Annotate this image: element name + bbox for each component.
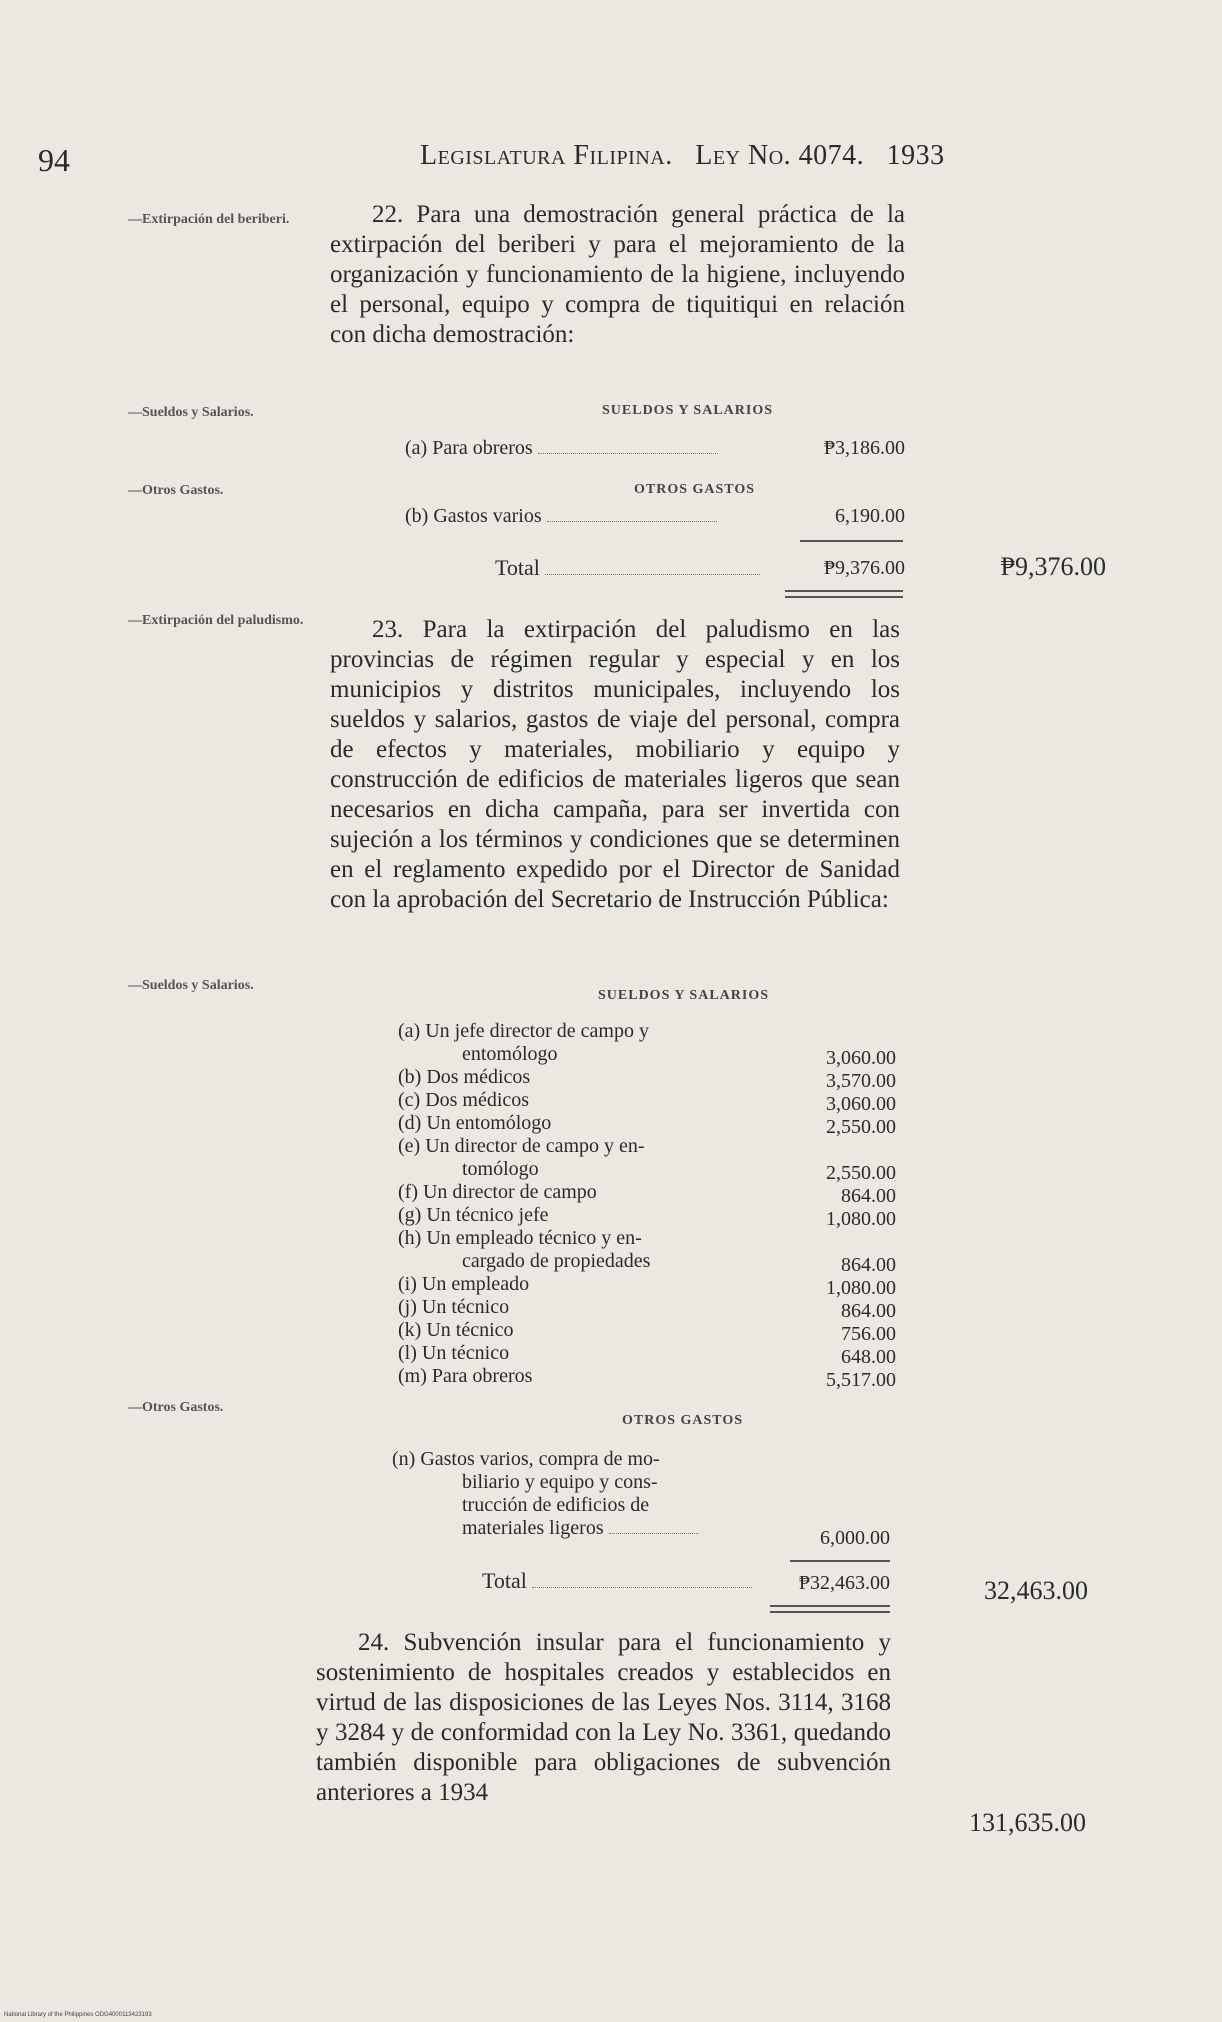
item-22-total-line — [495, 555, 760, 581]
item-22-line-a — [405, 437, 718, 460]
item-22-paragraph — [330, 200, 905, 350]
side-note-otros-22: —Otros Gastos. — [128, 483, 224, 498]
item-23-paragraph — [330, 615, 900, 915]
item-23-line-label: (k) Un técnico — [398, 1319, 514, 1341]
subtotal-rule-23 — [790, 1560, 890, 1562]
item-23-line-label: (m) Para obreros — [398, 1365, 533, 1387]
running-header — [420, 140, 945, 172]
side-note-sueldos-22: —Sueldos y Salarios. — [128, 405, 254, 420]
side-note-beriberi: —Extirpación del beriberi. — [128, 212, 290, 227]
item-23-line-amount: 864.00 — [841, 1300, 896, 1322]
item-23-line-amount: 2,550.00 — [826, 1162, 896, 1184]
side-note-sueldos-23: —Sueldos y Salarios. — [128, 978, 254, 993]
item-23-total-label: Total — [482, 1568, 527, 1593]
item-23-sueldos-heading: SUELDOS Y SALARIOS — [598, 988, 770, 1003]
scan-footer: National Library of the Philippines ODG4000113423193 — [4, 2012, 152, 2018]
item-23-n-amount: 6,000.00 — [820, 1527, 890, 1549]
law-number: Ley No. 4074. — [695, 140, 865, 171]
item-22-right-amount: ₱9,376.00 — [1000, 552, 1106, 581]
item-23-line-label: (i) Un empleado — [398, 1273, 530, 1295]
item-23-line-label: (b) Dos médicos — [398, 1066, 531, 1088]
page-number: 94 — [38, 142, 70, 178]
item-22-text: 22. Para una demostración general práctica de la extirpación del beriberi y para el mejoramiento de la organización y funcionamiento de la higiene, incluyendo el personal, equipo y compra de tiquitiqui en relación con dicha demostración: — [330, 201, 905, 348]
item-22-b-amount: 6,190.00 — [835, 505, 905, 527]
item-23-line-amount: 756.00 — [841, 1323, 896, 1345]
item-23-line-label: (c) Dos médicos — [398, 1089, 530, 1111]
item-24-paragraph — [316, 1628, 891, 1808]
item-23-line-label: (g) Un técnico jefe — [398, 1204, 549, 1226]
item-23-n-line-4 — [462, 1517, 699, 1540]
item-22-a-amount: ₱3,186.00 — [823, 437, 905, 459]
item-24-right-amount: 131,635.00 — [969, 1808, 1086, 1837]
item-23-line-continuation: tomólogo — [462, 1158, 539, 1180]
side-note-paludismo: —Extirpación del paludismo. — [128, 613, 304, 628]
item-23-line-amount: 1,080.00 — [826, 1208, 896, 1230]
total-rule-22-a — [785, 590, 903, 592]
item-23-n-line-3: trucción de edificios de — [462, 1494, 650, 1516]
side-note-otros-23: —Otros Gastos. — [128, 1400, 224, 1415]
item-23-line-label: (a) Un jefe director de campo y — [398, 1020, 649, 1042]
item-23-line-label: (d) Un entomólogo — [398, 1112, 552, 1134]
item-23-right-amount: 32,463.00 — [984, 1576, 1088, 1605]
item-23-otros-heading: OTROS GASTOS — [622, 1413, 744, 1428]
item-23-line-continuation: entomólogo — [462, 1043, 558, 1065]
total-rule-22-b — [785, 596, 903, 598]
item-22-sueldos-heading: SUELDOS Y SALARIOS — [602, 403, 774, 418]
total-rule-23-a — [770, 1605, 890, 1607]
item-22-a-label: (a) Para obreros — [405, 437, 533, 459]
item-23-text: 23. Para la extirpación del paludismo en las provincias de régimen regular y especial y en los municipios y distritos municipales, incluyendo los sueldos y salarios, gastos de viaje del personal, compra de efectos y materiales, mobiliario y equipo y construcción de edificios de materiales ligeros que sean necesarios en dicha campaña, para ser invertida con sujeción a los términos y condiciones que se determinen en el reglamento expedido por el Director de Sanidad con la aprobación del Secretario de Instrucción Pública: — [330, 616, 900, 913]
item-23-line-label: (h) Un empleado técnico y en- — [398, 1227, 642, 1249]
item-23-total-amount: ₱32,463.00 — [798, 1572, 890, 1594]
item-24-text: 24. Subvención insular para el funcionamiento y sostenimiento de hospitales creados y establecidos en virtud de las disposiciones de las Leyes Nos. 3114, 3168 y 3284 y de conformidad con la Ley No. 3361, quedando también disponible para obligaciones de subvención anteriores a 1934 — [316, 1629, 891, 1806]
item-23-line-amount: 648.00 — [841, 1346, 896, 1368]
item-23-n-label: materiales ligeros — [462, 1517, 604, 1539]
item-23-line-label: (e) Un director de campo y en- — [398, 1135, 645, 1157]
total-rule-23-b — [770, 1611, 890, 1613]
item-23-line-amount: 1,080.00 — [826, 1277, 896, 1299]
item-23-total-line — [482, 1568, 752, 1594]
year: 1933 — [886, 140, 945, 171]
item-23-n-line-1: (n) Gastos varios, compra de mo- — [392, 1448, 660, 1470]
running-title: Legislatura Filipina. — [420, 140, 673, 171]
item-23-n-line-2: biliario y equipo y cons- — [462, 1471, 658, 1493]
item-23-line-amount: 864.00 — [841, 1254, 896, 1276]
item-23-line-label: (j) Un técnico — [398, 1296, 510, 1318]
subtotal-rule-22 — [800, 540, 903, 542]
item-23-line-label: (l) Un técnico — [398, 1342, 510, 1364]
item-23-line-amount: 3,570.00 — [826, 1070, 896, 1092]
item-23-line-amount: 5,517.00 — [826, 1369, 896, 1391]
item-22-otros-heading: OTROS GASTOS — [634, 482, 756, 497]
item-22-b-label: (b) Gastos varios — [405, 505, 542, 527]
item-22-line-b — [405, 505, 717, 528]
item-23-line-amount: 3,060.00 — [826, 1093, 896, 1115]
item-23-line-amount: 2,550.00 — [826, 1116, 896, 1138]
item-23-line-label: (f) Un director de campo — [398, 1181, 597, 1203]
item-23-line-amount: 3,060.00 — [826, 1047, 896, 1069]
item-22-total-amount: ₱9,376.00 — [823, 557, 905, 579]
item-22-total-label: Total — [495, 555, 540, 580]
item-23-line-continuation: cargado de propiedades — [462, 1250, 651, 1272]
item-23-line-amount: 864.00 — [841, 1185, 896, 1207]
